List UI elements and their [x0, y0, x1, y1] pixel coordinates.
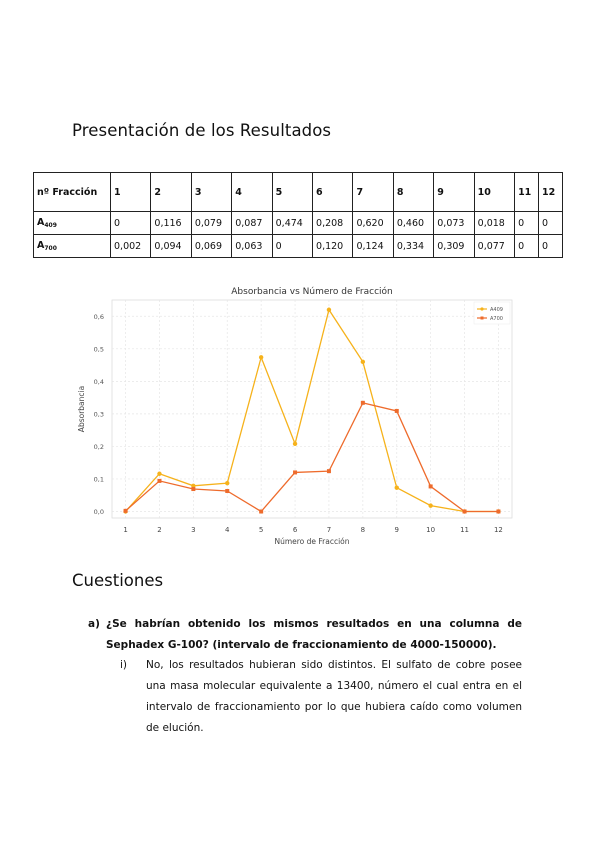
x-tick-label: 9 — [394, 526, 399, 534]
column-header: 9 — [434, 173, 474, 212]
data-point — [463, 509, 467, 513]
data-point — [395, 409, 399, 413]
column-header: 7 — [353, 173, 393, 212]
table-cell: 0,077 — [474, 235, 514, 258]
data-point — [259, 355, 263, 359]
question-marker: a) — [88, 618, 100, 630]
answer-text: No, los resultados hubieran sido distintos. El sulfato de cobre posee una masa molecular equivalente a 13400, número el cual entra en el intervalo de fraccionamiento por lo que hubiera caído como volumen de elución. — [146, 659, 522, 734]
legend-marker — [481, 317, 484, 320]
data-point — [225, 481, 229, 485]
table-cell: 0,460 — [393, 212, 433, 235]
data-point — [428, 503, 432, 507]
y-tick-label: 0,3 — [93, 410, 104, 419]
column-header: 2 — [151, 173, 191, 212]
data-point — [191, 487, 195, 491]
legend-marker — [480, 307, 483, 310]
legend-label: A700 — [490, 316, 503, 322]
table-cell: 0,073 — [434, 212, 474, 235]
x-tick-label: 10 — [426, 526, 436, 534]
row-label-a700: $A_{700}$ — [34, 235, 111, 258]
table-cell: 0 — [111, 212, 151, 235]
table-cell: 0,474 — [272, 212, 312, 235]
cuestiones-title: Cuestiones — [72, 571, 164, 590]
column-header: 5 — [272, 173, 312, 212]
data-point — [429, 484, 433, 488]
column-header: 1 — [111, 173, 151, 212]
y-tick-label: 0,6 — [93, 312, 104, 321]
x-tick-label: 4 — [225, 526, 230, 534]
data-point — [293, 470, 297, 474]
table-cell: 0,079 — [191, 212, 231, 235]
column-header: 6 — [313, 173, 353, 212]
results-table — [33, 172, 563, 258]
plot-area — [112, 300, 512, 518]
column-header: 4 — [232, 173, 272, 212]
table-cell: 0,063 — [232, 235, 272, 258]
data-point — [259, 509, 263, 513]
data-point — [293, 442, 297, 446]
x-tick-label: 12 — [493, 526, 503, 534]
x-tick-label: 8 — [360, 526, 366, 534]
table-cell: 0 — [515, 235, 539, 258]
x-tick-label: 2 — [157, 526, 162, 534]
data-point — [361, 360, 365, 364]
data-point — [361, 401, 365, 405]
x-tick-label: 7 — [326, 526, 332, 534]
y-tick-label: 0,1 — [93, 475, 104, 484]
chart-title: Absorbancia vs Número de Fracción — [231, 287, 393, 297]
table-cell: 0,334 — [393, 235, 433, 258]
x-tick-label: 5 — [258, 526, 264, 534]
data-point — [327, 308, 331, 312]
table-cell: 0,087 — [232, 212, 272, 235]
y-tick-label: 0,0 — [93, 507, 104, 516]
column-header: 11 — [515, 173, 539, 212]
table-cell: 0 — [538, 212, 562, 235]
table-cell: 0 — [272, 235, 312, 258]
results-section-title: Presentación de los Resultados — [72, 121, 332, 140]
data-point — [327, 469, 331, 473]
table-row-a409 — [34, 212, 563, 235]
column-header: 8 — [393, 173, 433, 212]
x-tick-label: 1 — [123, 526, 128, 534]
table-cell: 0,120 — [313, 235, 353, 258]
chart-svg — [76, 282, 526, 554]
column-header: 12 — [538, 173, 562, 212]
data-point — [225, 489, 229, 493]
table-cell: 0,620 — [353, 212, 393, 235]
table-cell: 0,002 — [111, 235, 151, 258]
table-cell: 0,069 — [191, 235, 231, 258]
table-cell: 0,018 — [474, 212, 514, 235]
y-tick-label: 0,5 — [93, 345, 104, 354]
y-tick-label: 0,4 — [93, 377, 104, 386]
question-text: ¿Se habrían obtenido los mismos resultados en una columna de Sephadex G-100? (intervalo de fraccionamiento de 4000-150000). — [106, 618, 522, 651]
data-point — [157, 472, 161, 476]
data-point — [496, 509, 500, 513]
x-tick-label: 3 — [191, 526, 196, 534]
x-tick-label: 6 — [292, 526, 298, 534]
absorbance-chart — [76, 282, 526, 554]
legend-label: A409 — [490, 307, 503, 313]
x-tick-label: 11 — [460, 526, 470, 534]
column-header: 10 — [474, 173, 514, 212]
table-row-a700 — [34, 235, 563, 258]
x-axis-label: Número de Fracción — [274, 537, 350, 546]
table-header-row — [34, 173, 563, 212]
data-point — [157, 479, 161, 483]
table-cell: 0,208 — [313, 212, 353, 235]
row-label-a409: $A_{409}$ — [34, 212, 111, 235]
answer-marker: i) — [120, 659, 128, 671]
y-tick-label: 0,2 — [93, 442, 104, 451]
answer-i — [120, 655, 522, 739]
series-line-a409 — [126, 310, 499, 512]
table-cell: 0 — [515, 212, 539, 235]
table-cell: 0,309 — [434, 235, 474, 258]
data-point — [395, 486, 399, 490]
table-cell: 0,094 — [151, 235, 191, 258]
header-label-cell: nº Fracción — [34, 173, 111, 212]
data-point — [124, 509, 128, 513]
y-axis-label: Absorbancia — [77, 385, 86, 433]
table-cell: 0,116 — [151, 212, 191, 235]
table-cell: 0,124 — [353, 235, 393, 258]
table-cell: 0 — [538, 235, 562, 258]
question-a — [88, 614, 522, 656]
column-header: 3 — [191, 173, 231, 212]
series-line-a700 — [126, 403, 499, 512]
